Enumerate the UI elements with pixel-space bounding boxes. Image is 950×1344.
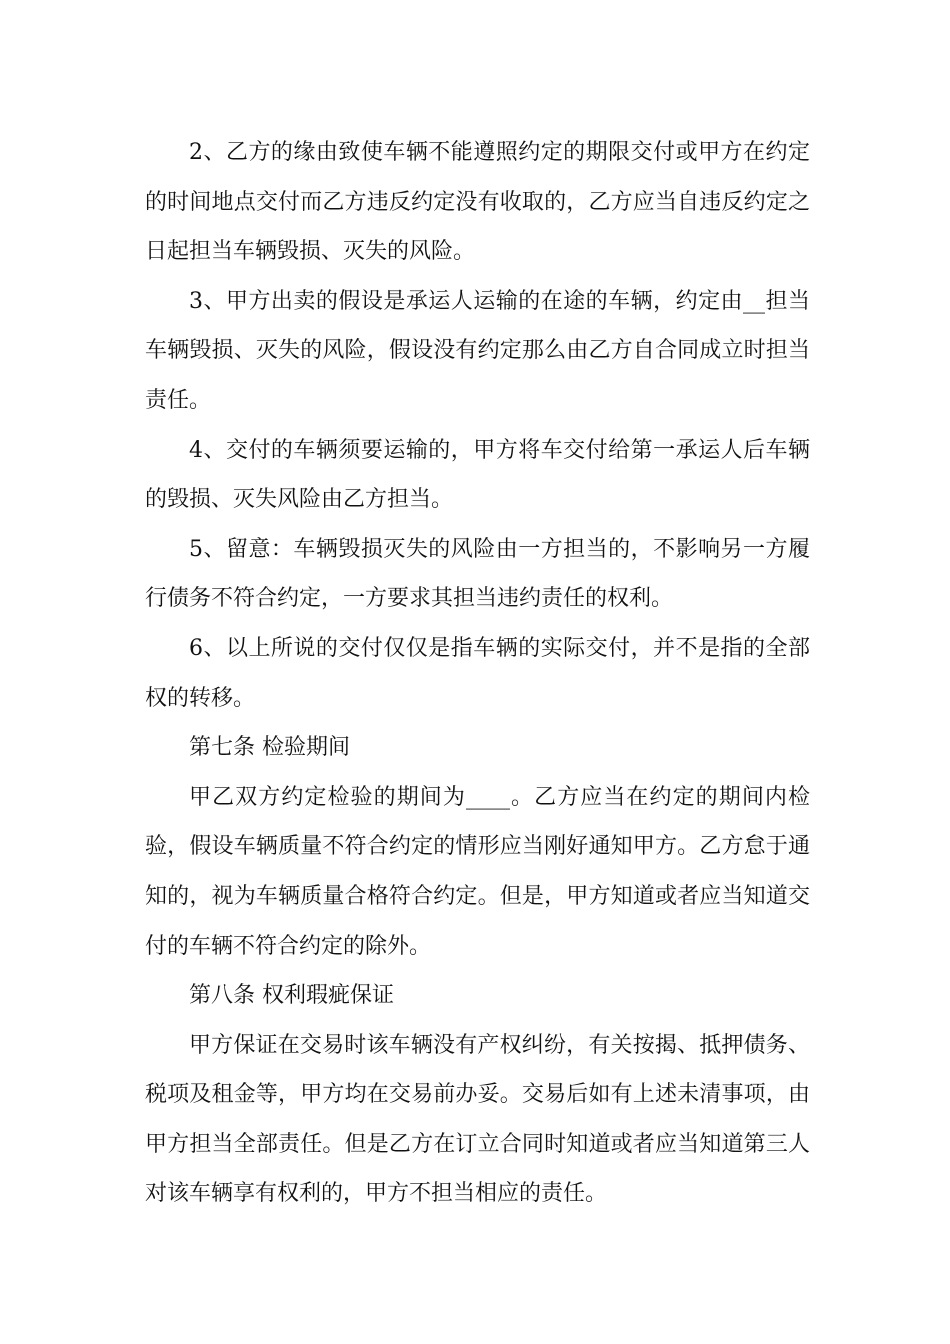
document-body xyxy=(145,128,810,1219)
article-7-heading: 第七条 检验期间 xyxy=(189,735,350,761)
paragraph-risk-note: 5、留意：车辆毁损灭失的风险由一方担当的，不影响另一方履行债务不符合约定，一方要求其担当违约责任的权利。 xyxy=(145,536,810,612)
article-7-body: 甲乙双方约定检验的期间为____。乙方应当在约定的期间内检验，假设车辆质量不符合约定的情形应当刚好通知甲方。乙方怠于通知的，视为车辆质量合格符合约定。但是，甲方知道或者应当知道交付的车辆不符合约定的除外。 xyxy=(145,784,810,959)
paragraph-risk-in-transit: 3、甲方出卖的假设是承运人运输的在途的车辆，约定由__担当车辆毁损、灭失的风险，假设没有约定那么由乙方自合同成立时担当责任。 xyxy=(145,288,810,413)
paragraph-delivery-meaning: 6、以上所说的交付仅仅是指车辆的实际交付，并不是指的全部权的转移。 xyxy=(145,635,810,711)
paragraph-risk-carrier: 4、交付的车辆须要运输的，甲方将车交付给第一承运人后车辆的毁损、灭失风险由乙方担当。 xyxy=(145,437,810,513)
paragraph-risk-delay: 2、乙方的缘由致使车辆不能遵照约定的期限交付或甲方在约定的时间地点交付而乙方违反约定没有收取的，乙方应当自违反约定之日起担当车辆毁损、灭失的风险。 xyxy=(145,140,810,265)
article-8-heading: 第八条 权利瑕疵保证 xyxy=(189,983,394,1009)
article-8-body: 甲方保证在交易时该车辆没有产权纠纷，有关按揭、抵押债务、税项及租金等，甲方均在交易前办妥。交易后如有上述未清事项，由甲方担当全部责任。但是乙方在订立合同时知道或者应当知道第三人对该车辆享有权利的，甲方不担当相应的责任。 xyxy=(145,1032,810,1207)
